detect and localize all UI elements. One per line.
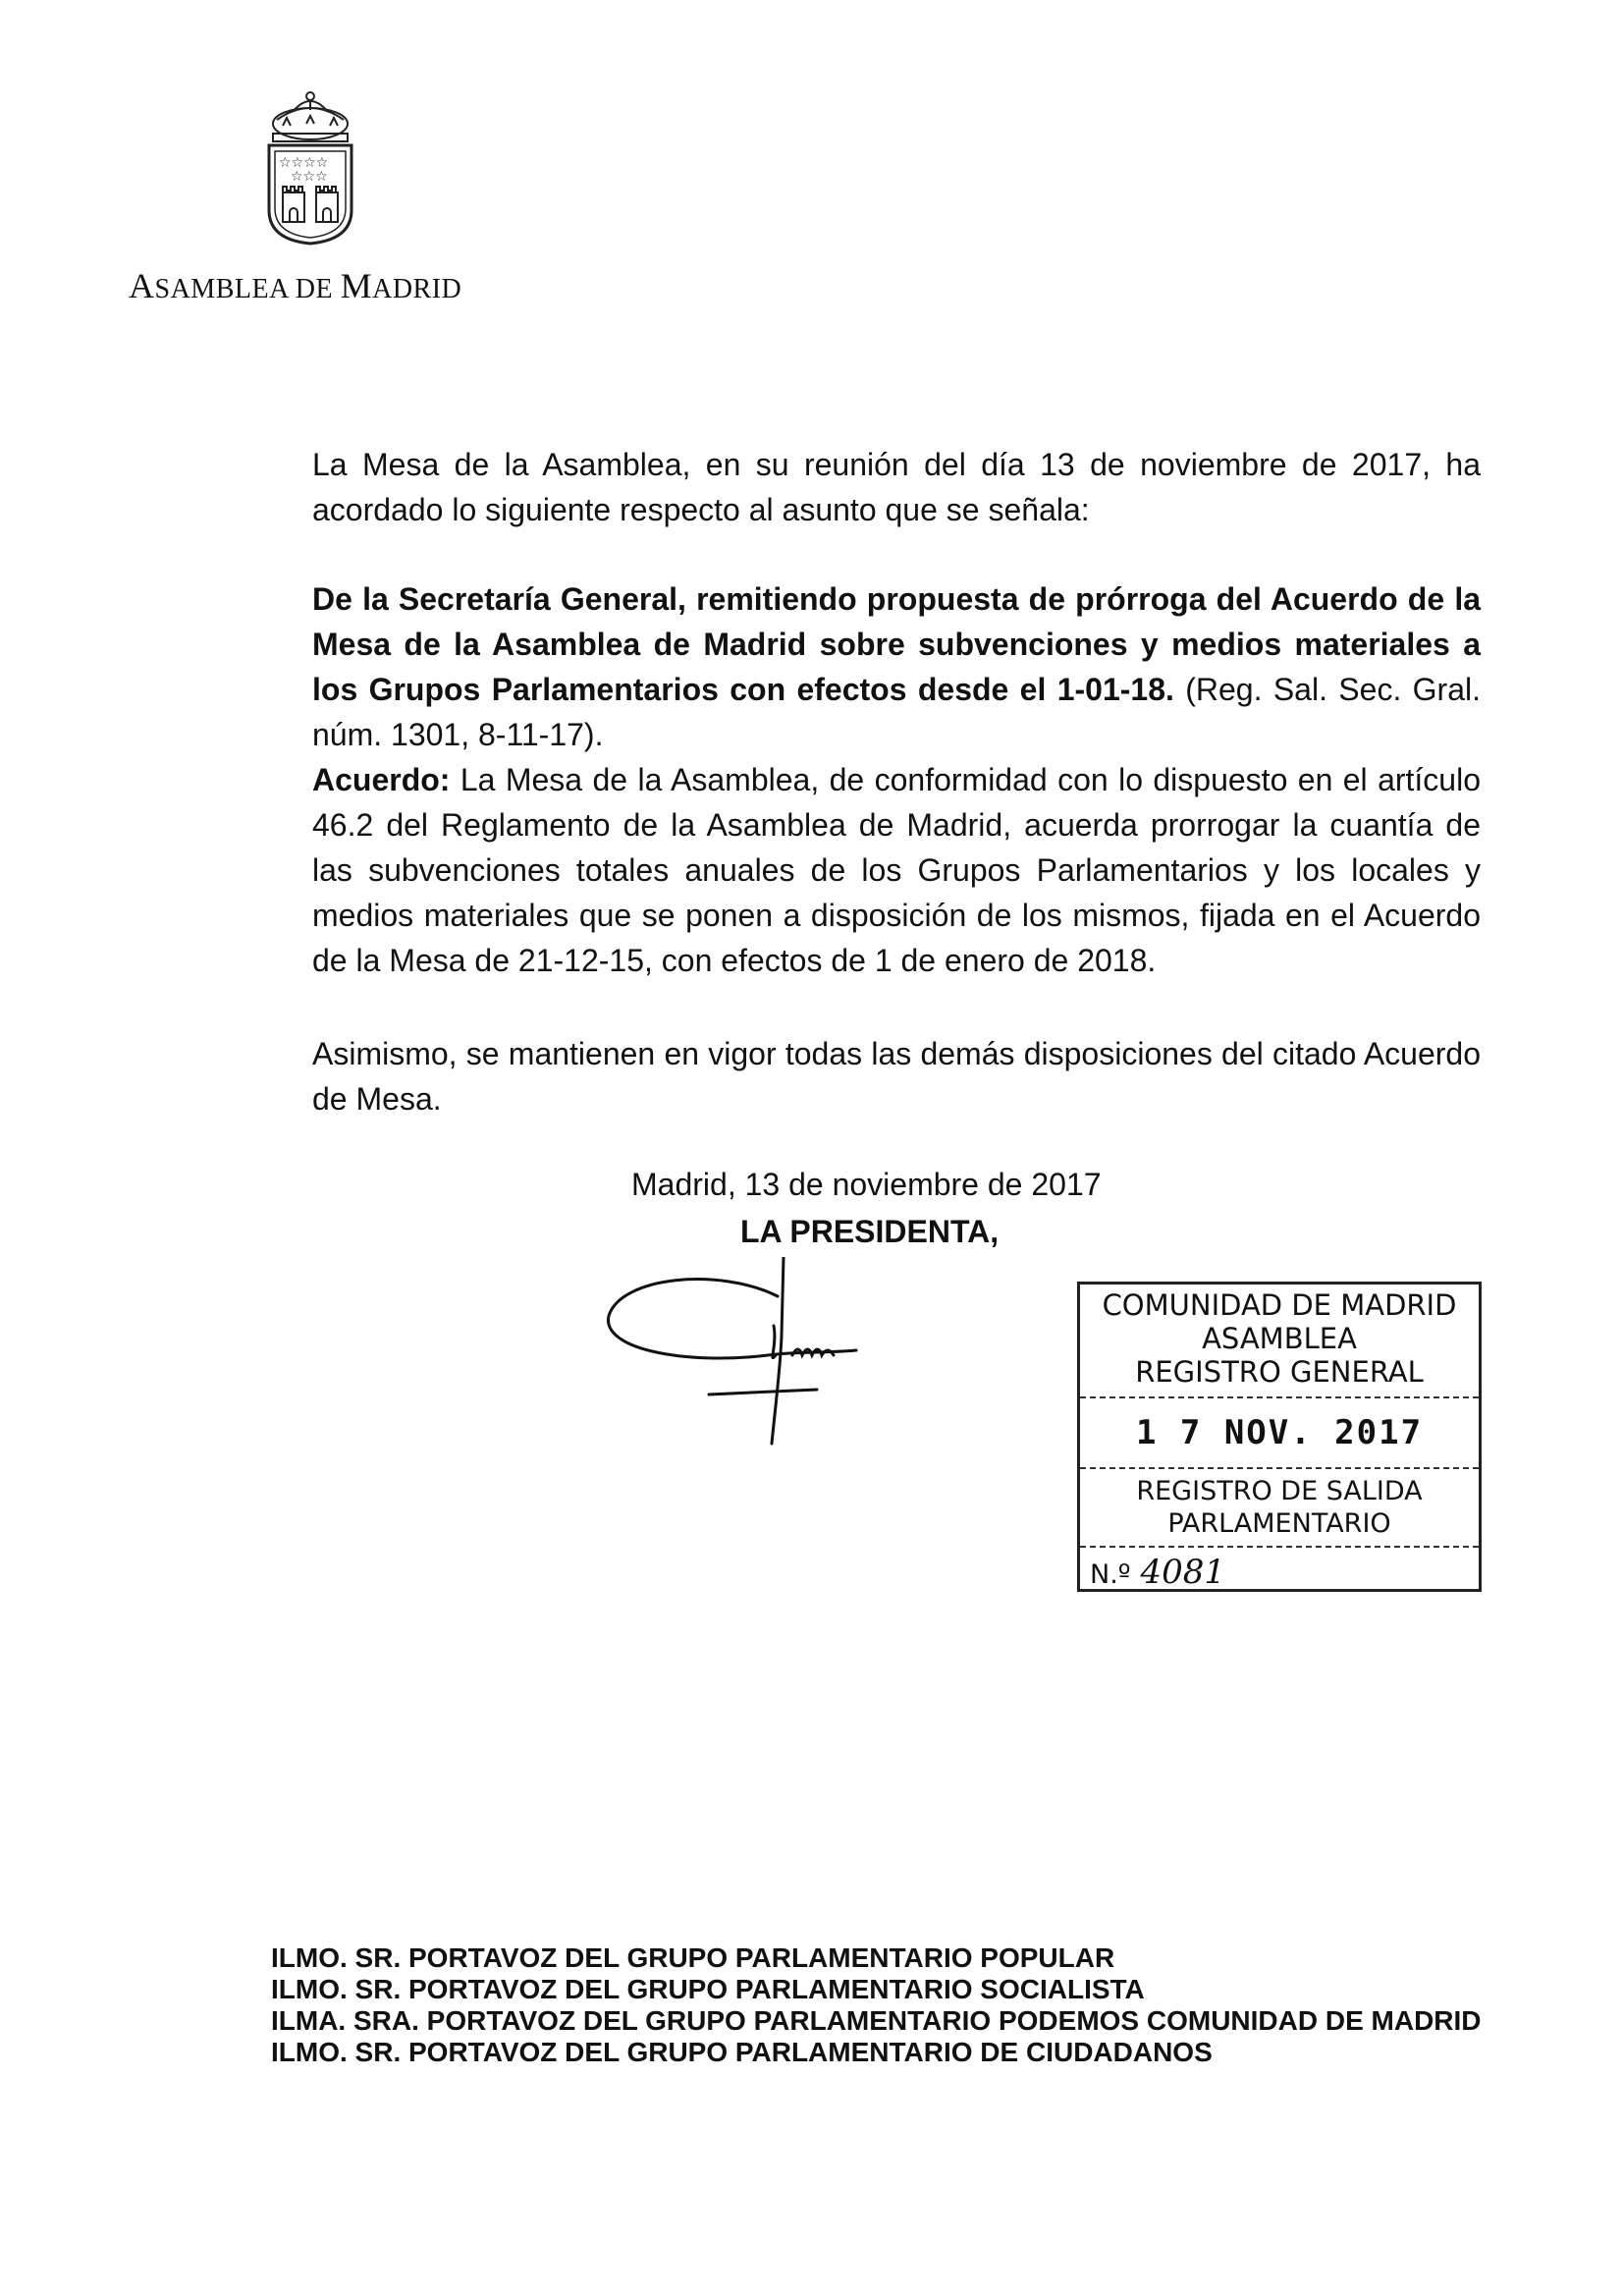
svg-text:☆☆☆☆: ☆☆☆☆ [279,155,329,171]
stamp-exit-registry [1080,1469,1479,1548]
institution-word-2: ADRID [372,274,462,304]
stamp-header [1080,1285,1479,1398]
svg-text:☆☆☆: ☆☆☆ [291,169,328,185]
coat-of-arms-logo [263,90,357,246]
stamp-line-1: COMUNIDAD DE MADRID [1102,1288,1457,1322]
institution-initial-m: M [340,266,373,305]
stamp-date: 1 7 NOV. 2017 [1080,1398,1479,1469]
place-and-date: Madrid, 13 de noviembre de 2017 [631,1167,1102,1202]
registry-stamp [1077,1282,1482,1592]
registry-reference: (Reg. Sal. Sec. Gral. núm. 1301, 8-11-17). [312,672,1482,752]
recipient-item: ILMO. SR. PORTAVOZ DEL GRUPO PARLAMENTARIO DE CIUDADANOS [271,2037,1213,2067]
agreement-text: La Mesa de la Asamblea, de conformidad con lo dispuesto en el artículo 46.2 del Reglamento de la Asamblea de Madrid, acuerda prorrogar la cuantía de las subvenciones totales anuales de los Grupos Parlamentarios y los locales y medios materiales que se ponen a disposición de los mismos, fijada en el Acuerdo de la Mesa de 21-12-15, con efectos de 1 de enero de 2018. [312,762,1481,978]
recipient-item: ILMO. SR. PORTAVOZ DEL GRUPO PARLAMENTARIO SOCIALISTA [271,1974,1145,2004]
recipient-item: ILMA. SRA. PORTAVOZ DEL GRUPO PARLAMENTARIO PODEMOS COMUNIDAD DE MADRID [271,2005,1482,2036]
recipient-item: ILMO. SR. PORTAVOZ DEL GRUPO PARLAMENTARIO POPULAR [271,1942,1115,1973]
institution-initial-a: A [129,266,155,305]
stamp-number-label: N.º [1090,1559,1131,1590]
signer-title: LA PRESIDENTA, [740,1214,1000,1249]
agreement-section [312,576,1481,983]
institution-name [129,265,461,306]
stamp-line-2: ASAMBLEA [1202,1322,1357,1355]
handwritten-signature [601,1257,866,1453]
stamp-line-3: REGISTRO GENERAL [1135,1355,1424,1389]
stamp-number-value: 4081 [1140,1553,1226,1592]
stamp-line-5: PARLAMENTARIO [1167,1508,1391,1539]
recipients-list [271,1942,1484,2068]
institution-word-1: SAMBLEA DE [154,274,341,304]
agreement-label: Acuerdo: [312,762,451,797]
stamp-line-4: REGISTRO DE SALIDA [1136,1476,1423,1506]
intro-paragraph: La Mesa de la Asamblea, en su reunión del día 13 de noviembre de 2017, ha acordado lo siguiente respecto al asunto que se señala: [312,447,1481,527]
stamp-number-row [1080,1548,1479,1597]
closing-paragraph: Asimismo, se mantienen en vigor todas las demás disposiciones del citado Acuerdo de Mesa. [312,1036,1481,1117]
subject-heading: De la Secretaría General, remitiendo propuesta de prórroga del Acuerdo de la Mesa de la Asamblea de Madrid sobre subvenciones y medios materiales a los Grupos Parlamentarios con efectos desde el 1-01-18. [312,581,1481,707]
